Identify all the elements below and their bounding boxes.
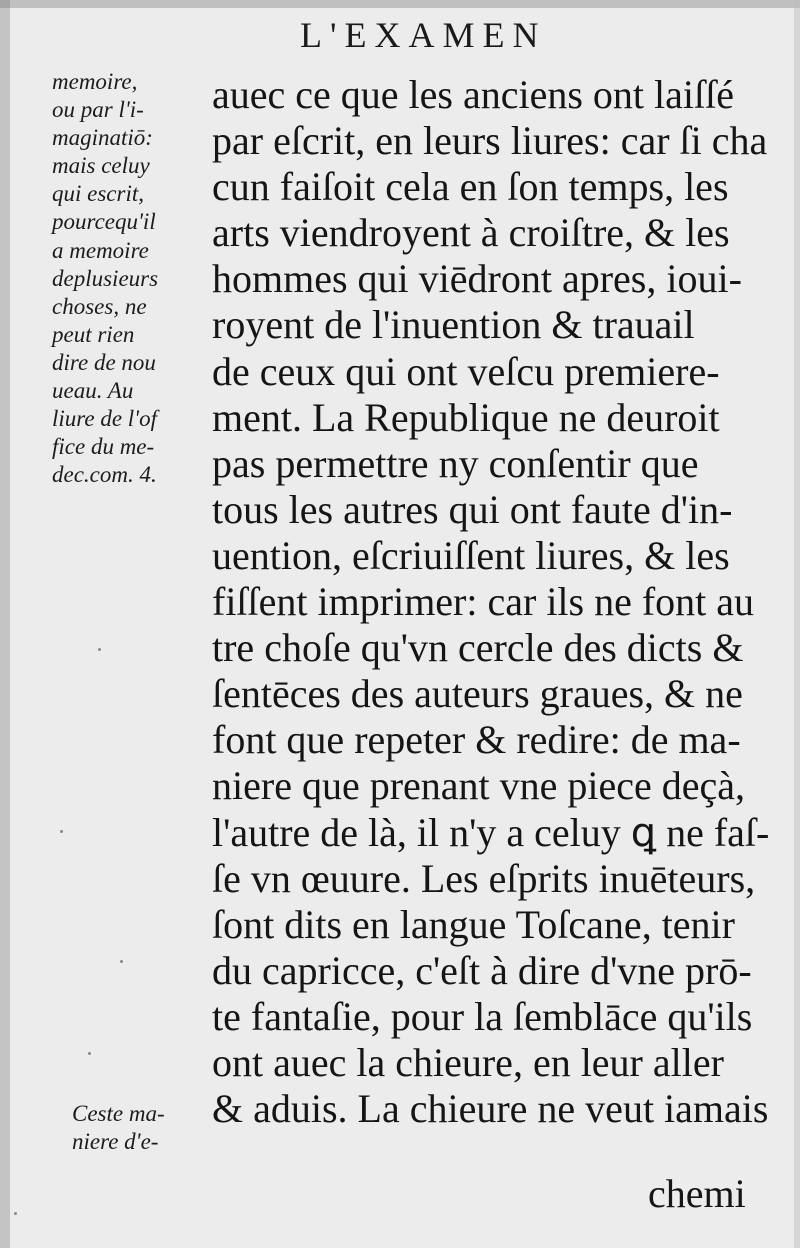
text-line: ment. La Republique ne deuroit: [212, 394, 720, 440]
text-line: ont auec la chieure, en leur aller: [212, 1039, 724, 1085]
ink-speck: [14, 1212, 17, 1215]
text-line: tous les autres qui ont faute d'in-: [212, 486, 733, 532]
text-line: cun faiſoit cela en ſon temps, les: [212, 164, 729, 210]
margin-note-line: maginatiō:: [52, 125, 153, 151]
text-line: l'autre de là, il n'y a celuy ꝗ ne faſ-: [212, 809, 770, 855]
text-line: ſentēces des auteurs graues, & ne: [212, 671, 743, 717]
margin-note-line: liure de l'of: [52, 406, 157, 432]
page-shadow-right: [794, 0, 800, 1248]
text-line: ſe vn œuure. Les eſprits inuēteurs,: [212, 855, 756, 901]
margin-note-line: memoire,: [52, 69, 138, 94]
text-line: font que repeter & redire: de ma-: [212, 717, 741, 763]
text-line: te fantaſie, pour la ſemblāce qu'ils: [212, 993, 753, 1039]
margin-note-line: choses, ne: [52, 293, 147, 319]
margin-note-line: qui escrit,: [52, 181, 144, 207]
text-line: du capricce, c'eſt à dire d'vne prō-: [212, 947, 752, 993]
margin-note-line: ueau. Au: [52, 378, 134, 404]
margin-note-line: mais celuy: [52, 153, 150, 179]
ink-speck: [120, 960, 123, 963]
margin-note-line: a memoire: [52, 237, 149, 263]
text-line: niere que prenant vne piece deçà,: [212, 763, 746, 809]
text-line: pas permettre ny conſentir que: [212, 440, 699, 486]
text-line: ſont dits en langue Toſcane, tenir: [212, 901, 735, 947]
text-line: arts viendroyent à croiſtre, & les: [212, 210, 730, 256]
margin-note-line: ou par l'i-: [52, 97, 144, 123]
ink-speck: [98, 648, 101, 651]
text-line: par eſcrit, en leurs liures: car ſi cha: [212, 118, 768, 164]
margin-note-line: dire de nou: [52, 349, 156, 375]
margin-note-line: niere d'e-: [72, 1129, 159, 1155]
margin-note-line: fice du me-: [52, 434, 155, 460]
page-shadow-top: [0, 0, 800, 8]
margin-note-line: Ceste ma-: [72, 1101, 165, 1126]
ink-speck: [60, 830, 63, 833]
margin-note-line: dec.com. 4.: [52, 462, 157, 488]
text-line: de ceux qui ont veſcu premiere-: [212, 348, 720, 394]
margin-note-line: peut rien: [52, 321, 135, 347]
text-line: auec ce que les anciens ont laiſſé: [212, 72, 734, 117]
text-line: hommes qui viēdront apres, ioui-: [212, 256, 742, 302]
margin-note-line: deplusieurs: [52, 265, 159, 291]
text-line: & aduis. La chieure ne veut iamais: [212, 1086, 769, 1132]
text-line: royent de l'inuention & trauail: [212, 302, 695, 348]
text-line: tre choſe qu'vn cercle des dicts &: [212, 625, 744, 671]
running-head: L'EXAMEN: [300, 15, 547, 55]
margin-notes: [52, 68, 212, 489]
page-shadow-left: [0, 0, 10, 1248]
margin-note-line: pourcequ'il: [52, 209, 156, 235]
text-line: fiſſent imprimer: car ils ne font au: [212, 579, 755, 625]
ink-speck: [88, 1052, 91, 1055]
main-text-block: [212, 72, 772, 1132]
margin-notes-lower: [72, 1100, 207, 1156]
catchword: chemi: [648, 1171, 746, 1216]
text-line: uention, eſcriuiſſent liures, & les: [212, 532, 730, 578]
